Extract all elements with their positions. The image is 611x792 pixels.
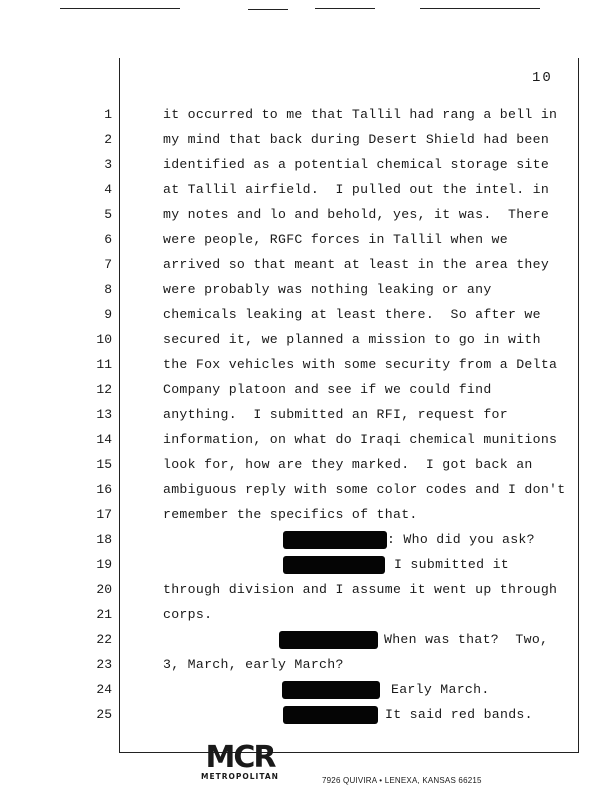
transcript-line: information, on what do Iraqi chemical munitions — [163, 432, 558, 447]
transcript-line: were people, RGFC forces in Tallil when we — [163, 232, 508, 247]
transcript-line: It said red bands. — [385, 707, 533, 722]
line-number: 21 — [96, 607, 112, 622]
top-rule-4 — [420, 8, 540, 9]
transcript-line: Early March. — [391, 682, 490, 697]
line-number: 10 — [96, 332, 112, 347]
transcript-line: I submitted it — [394, 557, 509, 572]
top-rule-2 — [248, 9, 288, 10]
frame-bottom-border — [119, 752, 579, 753]
transcript-line: ambiguous reply with some color codes and I don't — [163, 482, 566, 497]
transcript-line: look for, how are they marked. I got back an — [163, 457, 533, 472]
transcript-line: chemicals leaking at least there. So after we — [163, 307, 541, 322]
redaction-bar — [279, 631, 378, 649]
line-number: 13 — [96, 407, 112, 422]
transcript-line: at Tallil airfield. I pulled out the intel. in — [163, 182, 550, 197]
transcript-line: remember the specifics of that. — [163, 507, 418, 522]
line-number: 1 — [104, 107, 112, 122]
transcript-line: 3, March, early March? — [163, 657, 344, 672]
line-number: 18 — [96, 532, 112, 547]
line-number: 6 — [104, 232, 112, 247]
frame-right-border — [578, 58, 579, 752]
transcript-line: were probably was nothing leaking or any — [163, 282, 492, 297]
transcript-line: When was that? Two, — [384, 632, 549, 647]
redaction-bar — [283, 531, 387, 549]
footer-address: 7926 QUIVIRA • LENEXA, KANSAS 66215 — [322, 776, 482, 785]
redaction-bar — [283, 556, 385, 574]
line-number: 22 — [96, 632, 112, 647]
page-number: 10 — [532, 70, 553, 86]
top-rule-3 — [315, 8, 375, 9]
line-number: 17 — [96, 507, 112, 522]
transcript-line: my notes and lo and behold, yes, it was. There — [163, 207, 550, 222]
line-number: 16 — [96, 482, 112, 497]
line-number: 23 — [96, 657, 112, 672]
transcript-line: Company platoon and see if we could find — [163, 382, 492, 397]
line-number: 15 — [96, 457, 112, 472]
line-number: 25 — [96, 707, 112, 722]
line-number: 4 — [104, 182, 112, 197]
line-number: 9 — [104, 307, 112, 322]
transcript-line: identified as a potential chemical storage site — [163, 157, 550, 172]
top-rule-1 — [60, 8, 180, 9]
transcript-line: : Who did you ask? — [387, 532, 535, 547]
line-number: 11 — [96, 357, 112, 372]
transcript-line: through division and I assume it went up through — [163, 582, 558, 597]
reporter-logo — [198, 742, 282, 788]
transcript-line: arrived so that meant at least in the area they — [163, 257, 550, 272]
redaction-bar — [283, 706, 378, 724]
line-number: 5 — [104, 207, 112, 222]
line-number: 19 — [96, 557, 112, 572]
logo-letters: MCR — [205, 740, 275, 775]
line-number: 8 — [104, 282, 112, 297]
line-number: 2 — [104, 132, 112, 147]
frame-left-border — [119, 58, 120, 752]
transcript-line: it occurred to me that Tallil had rang a bell in — [163, 107, 558, 122]
line-number: 14 — [96, 432, 112, 447]
line-number: 7 — [104, 257, 112, 272]
transcript-line: the Fox vehicles with some security from a Delta — [163, 357, 558, 372]
logo-company-name: METROPOLITAN — [201, 772, 279, 781]
line-number: 12 — [96, 382, 112, 397]
transcript-line: my mind that back during Desert Shield had been — [163, 132, 550, 147]
line-number: 24 — [96, 682, 112, 697]
redaction-bar — [282, 681, 380, 699]
transcript-line: corps. — [163, 607, 213, 622]
line-number: 3 — [104, 157, 112, 172]
transcript-line: anything. I submitted an RFI, request for — [163, 407, 508, 422]
transcript-line: secured it, we planned a mission to go in with — [163, 332, 541, 347]
line-number: 20 — [96, 582, 112, 597]
